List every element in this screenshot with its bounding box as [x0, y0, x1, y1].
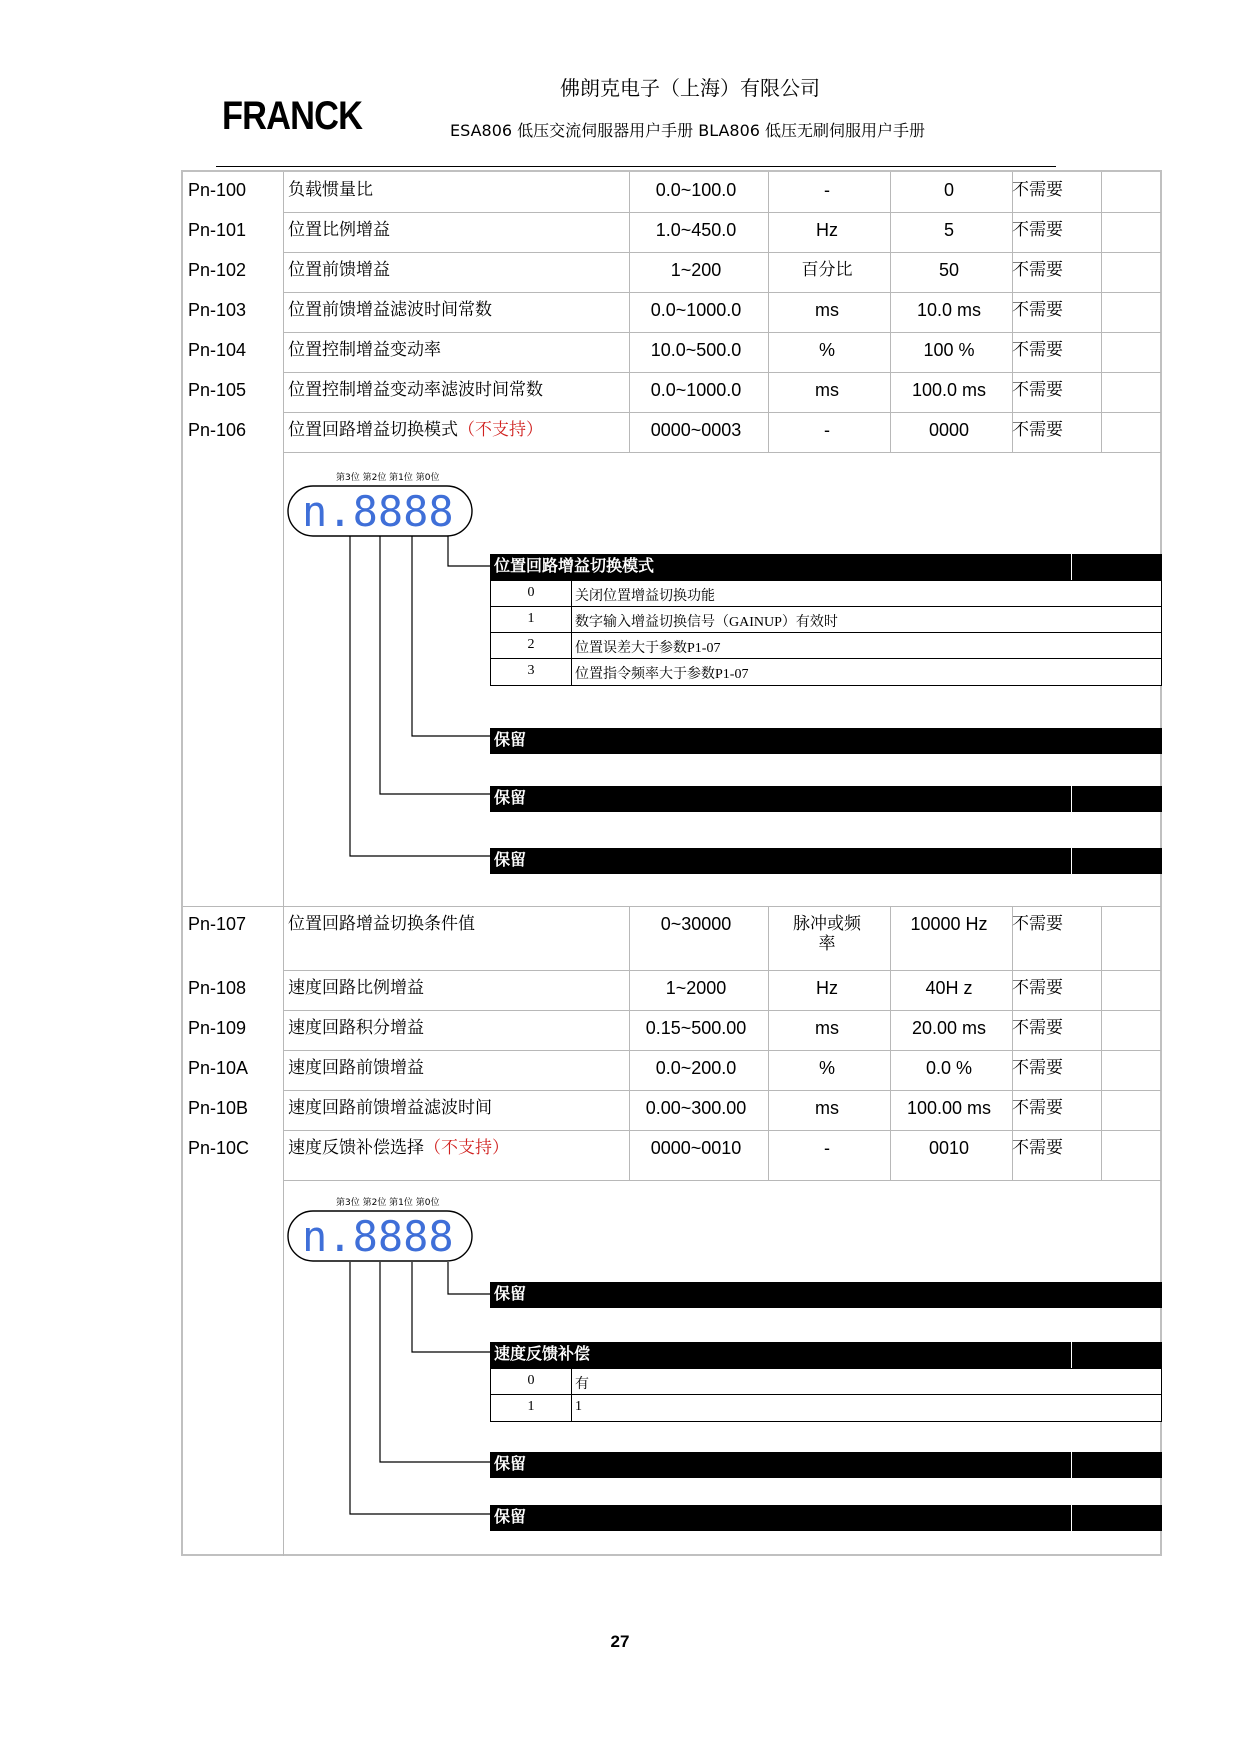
- option-number: 1: [527, 611, 535, 626]
- param-restart: 不需要: [1012, 1138, 1063, 1158]
- diagram2-connectors: [340, 1262, 500, 1522]
- param-name: [288, 300, 618, 320]
- param-range: 1~200: [670, 260, 722, 280]
- param-default: 10000 Hz: [910, 914, 988, 934]
- option-row: [491, 659, 1161, 685]
- param-name: [288, 1018, 618, 1038]
- digit-position-labels-2: 第3位 第2位 第1位 第0位: [336, 1198, 440, 1208]
- param-unit: 百分比: [801, 260, 853, 280]
- manual-title: ESA806 低压交流伺服器用户手册 BLA806 低压无刷伺服用户手册: [450, 121, 926, 140]
- option-divider: [571, 1395, 572, 1421]
- option-number: 0: [527, 585, 535, 600]
- param-range: 0.15~500.00: [645, 1018, 747, 1038]
- mode-header-label: 位置回路增益切换模式: [494, 556, 655, 575]
- param-range: 0000~0003: [650, 420, 742, 440]
- speed-comp-options-table: [490, 1368, 1162, 1422]
- param-name-text: 位置回路增益切换条件值: [288, 914, 475, 934]
- param-name-text: 速度反馈补偿选择: [288, 1138, 424, 1158]
- option-row: [491, 1395, 1161, 1421]
- param-default: 50: [938, 260, 960, 280]
- reserved-bar-3: [490, 848, 1162, 874]
- param-code: Pn-10A: [188, 1058, 249, 1078]
- digit-position-labels-1: 第3位 第2位 第1位 第0位: [336, 473, 440, 483]
- param-unit: -: [824, 180, 830, 200]
- reserved-label: 保留: [494, 1284, 527, 1303]
- reserved-bar-4: [490, 1452, 1162, 1478]
- param-code: Pn-103: [188, 300, 247, 320]
- reserved-bar-1: [490, 728, 1162, 754]
- option-number: 1: [527, 1399, 535, 1414]
- mode-header-bar: [490, 554, 1162, 580]
- param-restart: 不需要: [1012, 300, 1063, 320]
- param-range: 0.0~100.0: [655, 180, 737, 200]
- option-row: [491, 1369, 1161, 1395]
- param-code: Pn-102: [188, 260, 247, 280]
- option-row: [491, 633, 1161, 659]
- option-number: 0: [527, 1373, 535, 1388]
- param-default: 0.0 %: [925, 1058, 973, 1078]
- reserved-label: 保留: [494, 788, 527, 807]
- reserved-bar-top: [490, 1282, 1162, 1308]
- param-code: Pn-108: [188, 978, 247, 998]
- param-range: 10.0~500.0: [650, 340, 742, 360]
- param-range: 1.0~450.0: [655, 220, 737, 240]
- param-code: Pn-10C: [188, 1138, 250, 1158]
- reserved-label: 保留: [494, 1507, 527, 1526]
- param-default: 0000: [928, 420, 970, 440]
- led-display-2: [286, 1207, 476, 1267]
- company-logo: FRANCK: [222, 94, 363, 138]
- option-text: 1: [575, 1399, 582, 1414]
- param-restart: 不需要: [1012, 220, 1063, 240]
- option-number: 2: [527, 637, 535, 652]
- reserved-label: 保留: [494, 1454, 527, 1473]
- option-text: 位置误差大于参数P1-07: [575, 641, 721, 656]
- option-text: 有: [575, 1377, 589, 1392]
- param-name: [288, 180, 618, 200]
- param-code: Pn-101: [188, 220, 247, 240]
- option-divider: [571, 659, 572, 685]
- param-name-text: 位置控制增益变动率滤波时间常数: [288, 380, 543, 400]
- param-restart: 不需要: [1012, 420, 1063, 440]
- option-text: 位置指令频率大于参数P1-07: [575, 667, 749, 682]
- led-digits: n.8888: [302, 487, 454, 536]
- diagram1-connectors: [340, 536, 500, 866]
- param-unit: ms: [815, 1018, 839, 1038]
- param-name: [288, 1098, 618, 1118]
- param-name-text: 位置比例增益: [288, 220, 390, 240]
- param-default: 10.0 ms: [916, 300, 982, 320]
- param-default: 5: [943, 220, 954, 240]
- param-unit: [768, 914, 886, 954]
- param-code: Pn-106: [188, 420, 247, 440]
- option-divider: [571, 1369, 572, 1394]
- param-range: 0~30000: [660, 914, 732, 934]
- param-restart: 不需要: [1012, 180, 1063, 200]
- param-default: 100 %: [923, 340, 975, 360]
- reserved-bar-5: [490, 1505, 1162, 1531]
- unsupported-note: （不支持）: [458, 420, 543, 440]
- param-default: 20.00 ms: [911, 1018, 987, 1038]
- param-restart: 不需要: [1012, 914, 1063, 934]
- param-range: 1~2000: [665, 978, 727, 998]
- param-name: [288, 260, 618, 280]
- param-range: 0.0~1000.0: [650, 380, 742, 400]
- param-unit: Hz: [816, 978, 838, 998]
- led-digits: n.8888: [302, 1212, 454, 1261]
- param-restart: 不需要: [1012, 978, 1063, 998]
- param-name: [288, 1058, 618, 1078]
- header-rule: [216, 166, 1056, 167]
- speed-comp-header-bar: [490, 1342, 1162, 1368]
- param-name: [288, 1138, 618, 1158]
- param-name: [288, 420, 618, 440]
- option-divider: [571, 633, 572, 658]
- param-name: [288, 340, 618, 360]
- param-code: Pn-105: [188, 380, 247, 400]
- reserved-bar-2: [490, 786, 1162, 812]
- param-restart: 不需要: [1012, 260, 1063, 280]
- param-unit: -: [824, 420, 830, 440]
- param-name-text: 位置前馈增益: [288, 260, 390, 280]
- param-name: [288, 914, 618, 934]
- param-code: Pn-10B: [188, 1098, 249, 1118]
- unsupported-note: （不支持）: [424, 1138, 509, 1158]
- param-range: 0.00~300.00: [645, 1098, 747, 1118]
- option-row: [491, 607, 1161, 633]
- param-default: 40H z: [925, 978, 973, 998]
- mode-options-table: [490, 580, 1162, 686]
- param-restart: 不需要: [1012, 380, 1063, 400]
- param-restart: 不需要: [1012, 1058, 1063, 1078]
- param-unit: %: [818, 1058, 835, 1078]
- param-default: 0: [943, 180, 954, 200]
- option-text: 关闭位置增益切换功能: [575, 589, 715, 604]
- param-default: 100.0 ms: [911, 380, 987, 400]
- param-range: 0.0~1000.0: [650, 300, 742, 320]
- param-code: Pn-104: [188, 340, 247, 360]
- param-default: 0010: [928, 1138, 970, 1158]
- option-row: [491, 581, 1161, 607]
- param-name-text: 负载惯量比: [288, 180, 373, 200]
- reserved-label: 保留: [494, 850, 527, 869]
- unit-line-2: 率: [818, 934, 836, 954]
- param-restart: 不需要: [1012, 1018, 1063, 1038]
- param-range: 0000~0010: [650, 1138, 742, 1158]
- param-restart: 不需要: [1012, 340, 1063, 360]
- option-number: 3: [527, 663, 535, 678]
- param-unit: ms: [815, 380, 839, 400]
- company-name: 佛朗克电子（上海）有限公司: [560, 76, 820, 100]
- led-display-1: [286, 482, 476, 542]
- param-unit: ms: [815, 1098, 839, 1118]
- option-divider: [571, 581, 572, 606]
- param-name-text: 速度回路积分增益: [288, 1018, 424, 1038]
- option-divider: [571, 607, 572, 632]
- param-code: Pn-109: [188, 1018, 247, 1038]
- param-name-text: 位置前馈增益滤波时间常数: [288, 300, 492, 320]
- param-name: [288, 380, 618, 400]
- param-name-text: 位置回路增益切换模式: [288, 420, 458, 440]
- param-name-text: 速度回路比例增益: [288, 978, 424, 998]
- param-unit: %: [818, 340, 835, 360]
- param-default: 100.00 ms: [906, 1098, 992, 1118]
- param-name: [288, 978, 618, 998]
- reserved-label: 保留: [494, 730, 527, 749]
- param-restart: 不需要: [1012, 1098, 1063, 1118]
- option-text: 数字输入增益切换信号（GAINUP）有效时: [575, 615, 838, 630]
- param-unit: ms: [815, 300, 839, 320]
- param-name-text: 速度回路前馈增益滤波时间: [288, 1098, 492, 1118]
- param-name-text: 位置控制增益变动率: [288, 340, 441, 360]
- unit-line-1: 脉冲或频: [793, 914, 861, 934]
- param-code: Pn-107: [188, 914, 247, 934]
- param-name: [288, 220, 618, 240]
- param-unit: -: [824, 1138, 830, 1158]
- param-name-text: 速度回路前馈增益: [288, 1058, 424, 1078]
- param-unit: Hz: [816, 220, 838, 240]
- page-number: 27: [610, 1632, 630, 1651]
- param-range: 0.0~200.0: [655, 1058, 737, 1078]
- speed-comp-header-label: 速度反馈补偿: [494, 1344, 591, 1363]
- param-code: Pn-100: [188, 180, 247, 200]
